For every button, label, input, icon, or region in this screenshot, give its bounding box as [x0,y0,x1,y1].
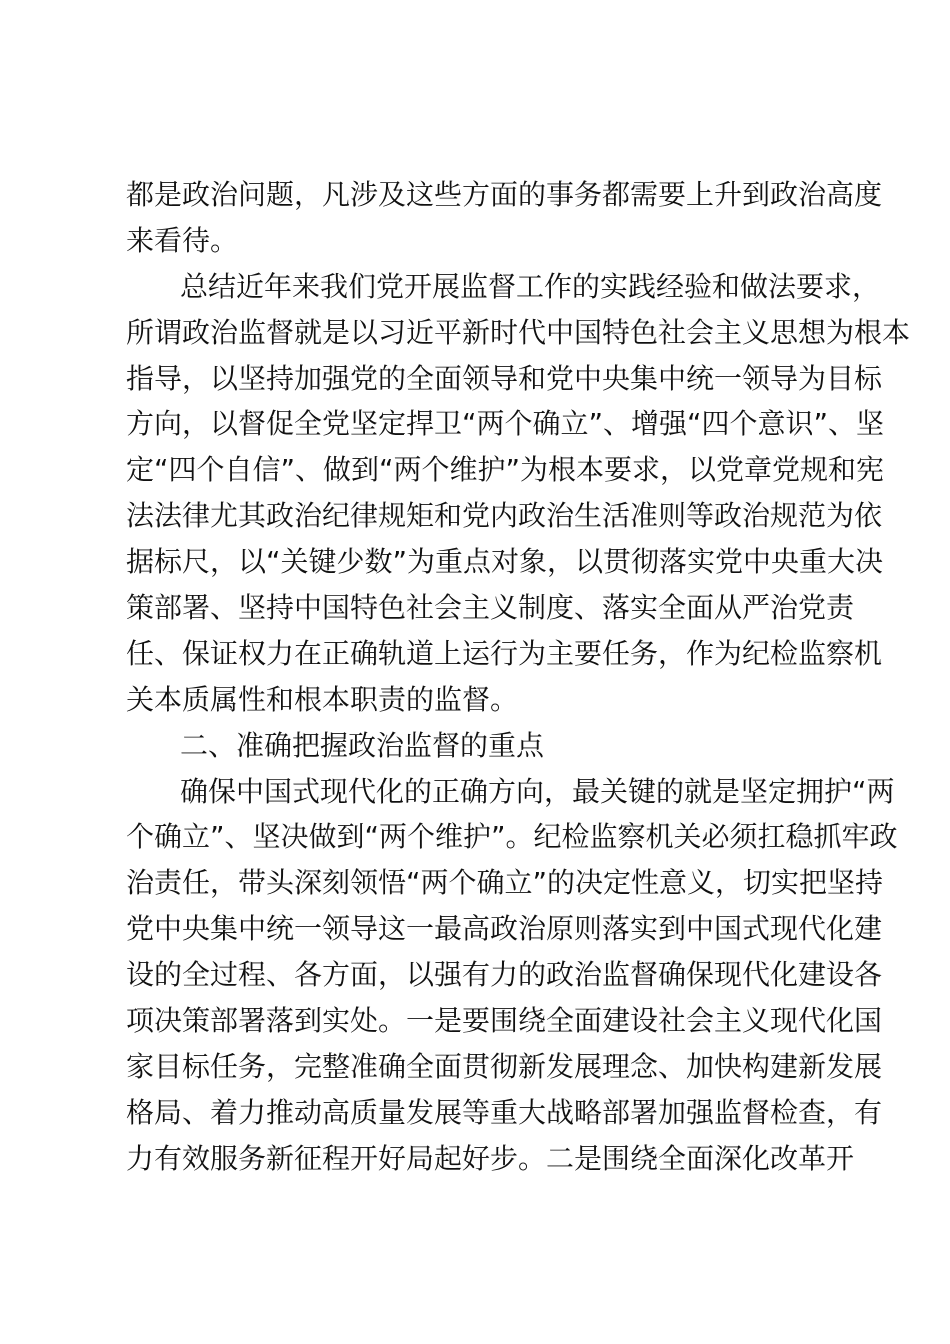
text-line: 治责任，带头深刻领悟“两个确立”的决定性意义，切实把坚持 [126,866,884,900]
text-line: 法法律尤其政治纪律规矩和党内政治生活准则等政治规范为依 [126,499,883,533]
text-line: 总结近年来我们党开展监督工作的实践经验和做法要求， [180,269,881,303]
text-line: 确保中国式现代化的正确方向，最关键的就是坚定拥护“两 [180,774,895,808]
text-line: 力有效服务新征程开好局起好步。二是围绕全面深化改革开 [126,1141,855,1175]
text-line: 来看待。 [126,223,239,257]
text-line: 关本质属性和根本职责的监督。 [126,682,519,716]
text-line: 所谓政治监督就是以习近平新时代中国特色社会主义思想为根本 [126,315,911,349]
text-line: 格局、着力推动高质量发展等重大战略部署加强监督检查，有 [126,1095,883,1129]
text-line: 指导，以坚持加强党的全面领导和党中央集中统一领导为目标 [126,361,883,395]
text-line: 都是政治问题，凡涉及这些方面的事务都需要上升到政治高度 [126,178,883,211]
text-line: 方向，以督促全党坚定捍卫“两个确立”、增强“四个意识”、坚 [126,407,885,441]
text-line: 据标尺，以“关键少数”为重点对象，以贯彻落实党中央重大决 [126,545,884,579]
text-line: 设的全过程、各方面，以强有力的政治监督确保现代化建设各 [126,958,883,992]
text-line: 项决策部署落到实处。一是要围绕全面建设社会主义现代化国 [126,1004,883,1038]
text-line: 任、保证权力在正确轨道上运行为主要任务，作为纪检监察机 [126,636,883,670]
body-text [126,172,911,1182]
text-line: 家目标任务，完整准确全面贯彻新发展理念、加快构建新发展 [126,1049,883,1083]
text-line: 策部署、坚持中国特色社会主义制度、落实全面从严治党责 [126,591,855,625]
text-line: 党中央集中统一领导这一最高政治原则落实到中国式现代化建 [126,912,883,946]
text-line: 个确立”、坚决做到“两个维护”。纪检监察机关必须扛稳抓牢政 [126,820,898,854]
text-line: 定“四个自信”、做到“两个维护”为根本要求，以党章党规和宪 [126,453,885,487]
text-line: 二、准确把握政治监督的重点 [180,728,545,762]
